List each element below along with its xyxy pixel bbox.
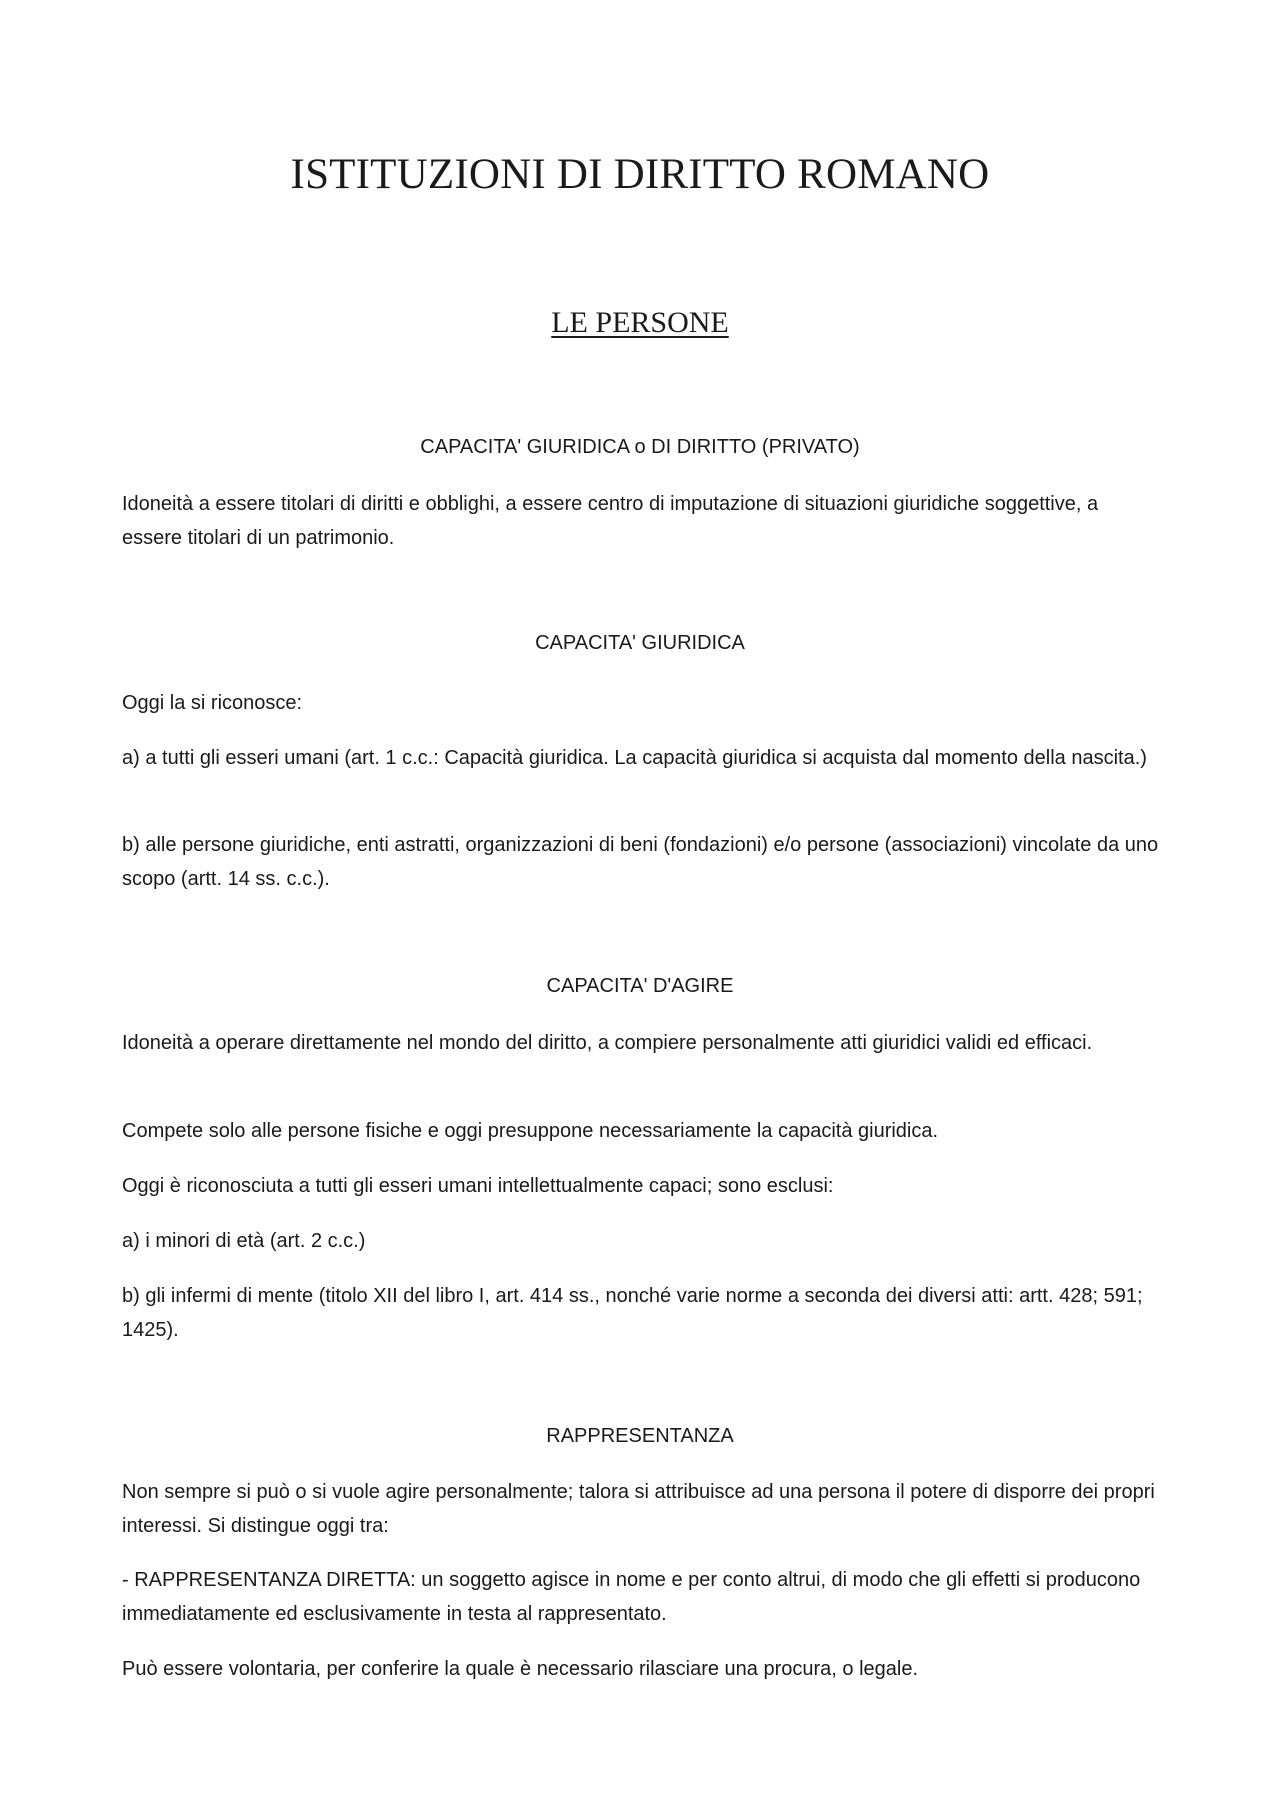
section-title — [0, 306, 1280, 340]
heading-rappresentanza: RAPPRESENTANZA — [546, 1425, 734, 1447]
paragraph: b) alle persone giuridiche, enti astratti, organizzazioni di beni (fondazioni) e/o persone (associazioni) vincolate da uno scopo (artt. 14 ss. c.c.). — [122, 834, 1159, 890]
paragraph: Non sempre si può o si vuole agire personalmente; talora si attribuisce ad una persona il potere di disporre dei propri interessi. Si distingue oggi tra: — [122, 1481, 1155, 1537]
paragraph: Oggi la si riconosce: — [122, 692, 303, 714]
paragraph: - RAPPRESENTANZA DIRETTA: un soggetto agisce in nome e per conto altrui, di modo che gli effetti si producono immediatamente ed esclusivamente in testa al rappresentato. — [122, 1569, 1141, 1625]
paragraph: Idoneità a operare direttamente nel mondo del diritto, a compiere personalmente atti giuridici validi ed efficaci. — [122, 1032, 1093, 1054]
section-title-text: LE PERSONE — [551, 306, 729, 339]
heading-capacita-agire: CAPACITA' D'AGIRE — [546, 975, 734, 997]
paragraph: Idoneità a essere titolari di diritti e obblighi, a essere centro di imputazione di situazioni giuridiche soggettive, a essere titolari di un patrimonio. — [122, 493, 1099, 549]
document-title: ISTITUZIONI DI DIRITTO ROMANO — [290, 151, 990, 198]
paragraph: b) gli infermi di mente (titolo XII del libro I, art. 414 ss., nonché varie norme a seconda dei diversi atti: artt. 428; 591; 1425). — [122, 1285, 1143, 1341]
paragraph: Oggi è riconosciuta a tutti gli esseri umani intellettualmente capaci; sono esclusi: — [122, 1175, 834, 1197]
paragraph: a) i minori di età (art. 2 c.c.) — [122, 1230, 366, 1252]
paragraph: Compete solo alle persone fisiche e oggi presuppone necessariamente la capacità giuridica. — [122, 1120, 939, 1142]
heading-capacita-giuridica: CAPACITA' GIURIDICA — [535, 632, 745, 654]
heading-capacita-giuridica-diritto: CAPACITA' GIURIDICA o DI DIRITTO (PRIVATO) — [420, 436, 860, 458]
paragraph: Può essere volontaria, per conferire la quale è necessario rilasciare una procura, o legale. — [122, 1658, 919, 1680]
paragraph: a) a tutti gli esseri umani (art. 1 c.c.: Capacità giuridica. La capacità giuridica si acquista dal momento della nascita.) — [122, 747, 1147, 769]
